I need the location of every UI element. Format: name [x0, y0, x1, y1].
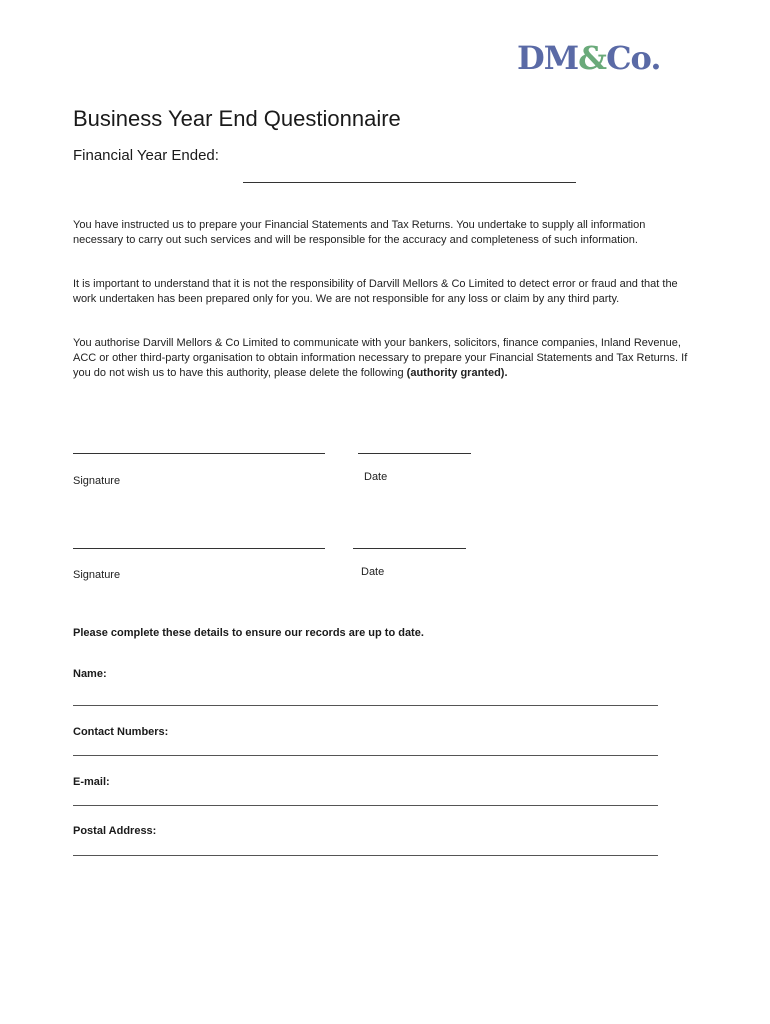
logo-co: Co.: [606, 39, 661, 77]
email-label: E-mail:: [73, 776, 110, 788]
signature-line-1[interactable]: [73, 453, 325, 454]
authority-granted-text: (authority granted).: [406, 367, 508, 379]
signature-label-1: Signature: [73, 475, 121, 487]
logo-dm: DM: [517, 39, 579, 77]
paragraph-instruction: You have instructed us to prepare your Financial Statements and Tax Returns. You undertake to supply all information necessary to carry out such services and will be responsible for the accuracy and completeness of such information.: [73, 219, 646, 246]
postal-address-input-line[interactable]: [73, 855, 658, 856]
date-line-1[interactable]: [358, 453, 471, 454]
document-title: Business Year End Questionnaire: [73, 106, 401, 131]
date-label-2: Date: [361, 566, 385, 578]
email-input-line[interactable]: [73, 805, 658, 806]
signature-label-2: Signature: [73, 569, 121, 581]
authority-text: You authorise Darvill Mellors & Co Limited to communicate with your bankers, solicitors, finance companies, Inland Revenue, ACC or other third-party organisation to obtain information necessary to prepare your Financial Statements and Tax Returns. If you do not wish us to have this authority, please delete the following: [73, 337, 688, 379]
financial-year-input-line[interactable]: [243, 182, 576, 183]
date-label-1: Date: [364, 471, 388, 483]
paragraph-responsibility: It is important to understand that it is not the responsibility of Darvill Mellors & Co Limited to detect error or fraud and that the work undertaken has been prepared only for you. We are not responsible for any loss or claim by any third party.: [73, 278, 678, 305]
company-logo: [517, 38, 660, 78]
contact-numbers-input-line[interactable]: [73, 755, 658, 756]
date-line-2[interactable]: [353, 548, 466, 549]
financial-year-label: Financial Year Ended:: [73, 147, 219, 164]
signature-line-2[interactable]: [73, 548, 325, 549]
logo-ampersand: &: [578, 39, 607, 77]
name-label: Name:: [73, 668, 107, 680]
paragraph-authority: [73, 336, 693, 381]
name-input-line[interactable]: [73, 705, 658, 706]
postal-address-label: Postal Address:: [73, 825, 157, 837]
details-heading: Please complete these details to ensure our records are up to date.: [73, 627, 424, 639]
contact-numbers-label: Contact Numbers:: [73, 726, 169, 738]
